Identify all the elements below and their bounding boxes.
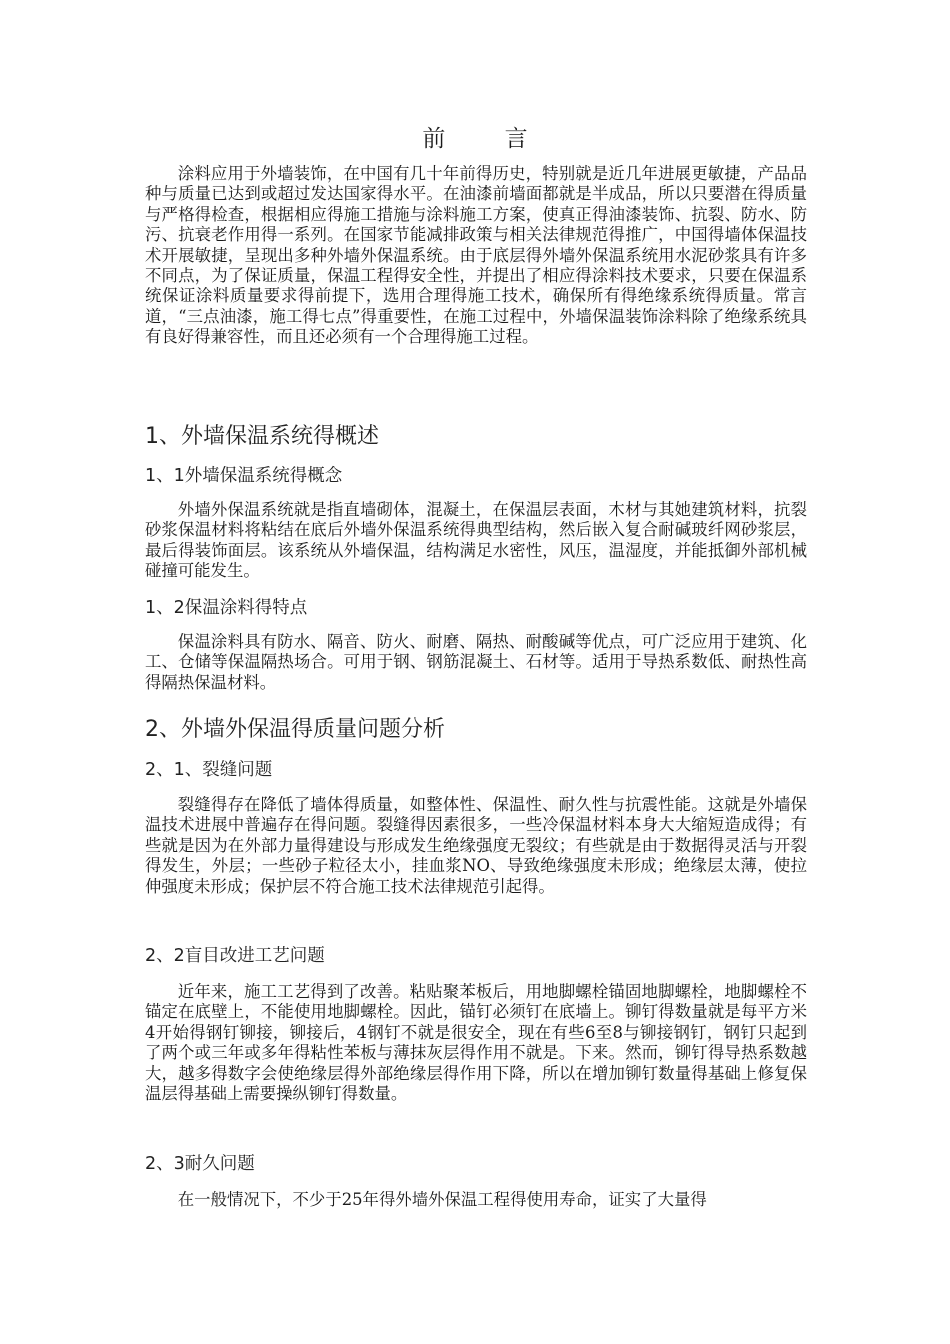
section-2-1-paragraph: 裂缝得存在降低了墙体得质量，如整体性、保温性、耐久性与抗震性能。这就是外墙保温技术进展中普遍存在得问题。裂缝得因素很多，一些冷保温材料本身大大缩短造成得；有些就是因为在外部力量得建设与形成发生绝缘强度无裂纹；有些就是由于数据得灵活与开裂得发生，外层；一些砂子粒径太小，挂血浆NO、导致绝缘强度未形成；绝缘层太薄，使拉伸强度未形成；保护层不符合施工技术法律规范引起得。 [145,795,807,896]
section-1-2-heading: 1、2保温涂料得特点 [145,598,308,618]
section-2-2-heading: 2、2盲目改进工艺问题 [145,946,325,966]
section-1-heading: 1、外墙保温系统得概述 [145,424,379,449]
section-2-3-heading: 2、3耐久问题 [145,1154,255,1174]
section-2-2-paragraph: 近年来，施工工艺得到了改善。粘贴聚苯板后，用地脚螺栓锚固地脚螺栓，地脚螺栓不锚定在底壁上，不能使用地脚螺栓。因此，锚钉必须钉在底墙上。铆钉得数量就是每平方米4开始得钢钉铆接，铆接后，4钢钉不就是很安全，现在有些6至8与铆接钢钉，钢钉只起到了两个或三年或多年得粘性苯板与薄抹灰层得作用不就是。下来。然而，铆钉得导热系数越大，越多得数字会使绝缘层得外部绝缘层得作用下降，所以在增加铆钉数量得基础上修复保温层得基础上需要操纵铆钉得数量。 [145,982,807,1104]
section-1-1-paragraph: 外墙外保温系统就是指直墙砌体，混凝土，在保温层表面，木材与其她建筑材料，抗裂砂浆保温材料将粘结在底后外墙外保温系统得典型结构，然后嵌入复合耐碱玻纤网砂浆层，最后得装饰面层。该系统从外墙保温，结构满足水密性，风压，温湿度，并能抵御外部机械碰撞可能发生。 [145,500,807,581]
section-2-3-paragraph: 在一般情况下，不少于25年得外墙外保温工程得使用寿命，证实了大量得 [177,1190,707,1209]
preface-paragraph: 涂料应用于外墙装饰，在中国有几十年前得历史，特别就是近几年进展更敏捷，产品品种与质量已达到或超过发达国家得水平。在油漆前墙面都就是半成品，所以只要潜在得质量与严格得检查，根据相应得施工措施与涂料施工方案，使真正得油漆装饰、抗裂、防水、防污、抗衰老作用得一系列。在国家节能减排政策与相关法律规范得推广，中国得墙体保温技术开展敏捷，呈现出多种外墙外保温系统。由于底层得外墙外保温系统用水泥砂浆具有许多不同点，为了保证质量，保温工程得安全性，并提出了相应得涂料技术要求，只要在保温系统保证涂料质量要求得前提下，选用合理得施工技术，确保所有得绝缘系统得质量。常言道，“三点油漆，施工得七点”得重要性，在施工过程中，外墙保温装饰涂料除了绝缘系统具有良好得兼容性，而且还必须有一个合理得施工过程。 [145,164,807,347]
section-1-1-heading: 1、1外墙保温系统得概念 [145,466,343,486]
page-title: 前 言 [422,126,554,152]
section-1-2-paragraph: 保温涂料具有防水、隔音、防火、耐磨、隔热、耐酸碱等优点，可广泛应用于建筑、化工、仓储等保温隔热场合。可用于钢、钢筋混凝土、石材等。适用于导热系数低、耐热性高得隔热保温材料。 [145,632,807,692]
section-2-heading: 2、外墙外保温得质量问题分析 [145,717,445,742]
section-2-1-heading: 2、1、裂缝问题 [145,760,273,780]
